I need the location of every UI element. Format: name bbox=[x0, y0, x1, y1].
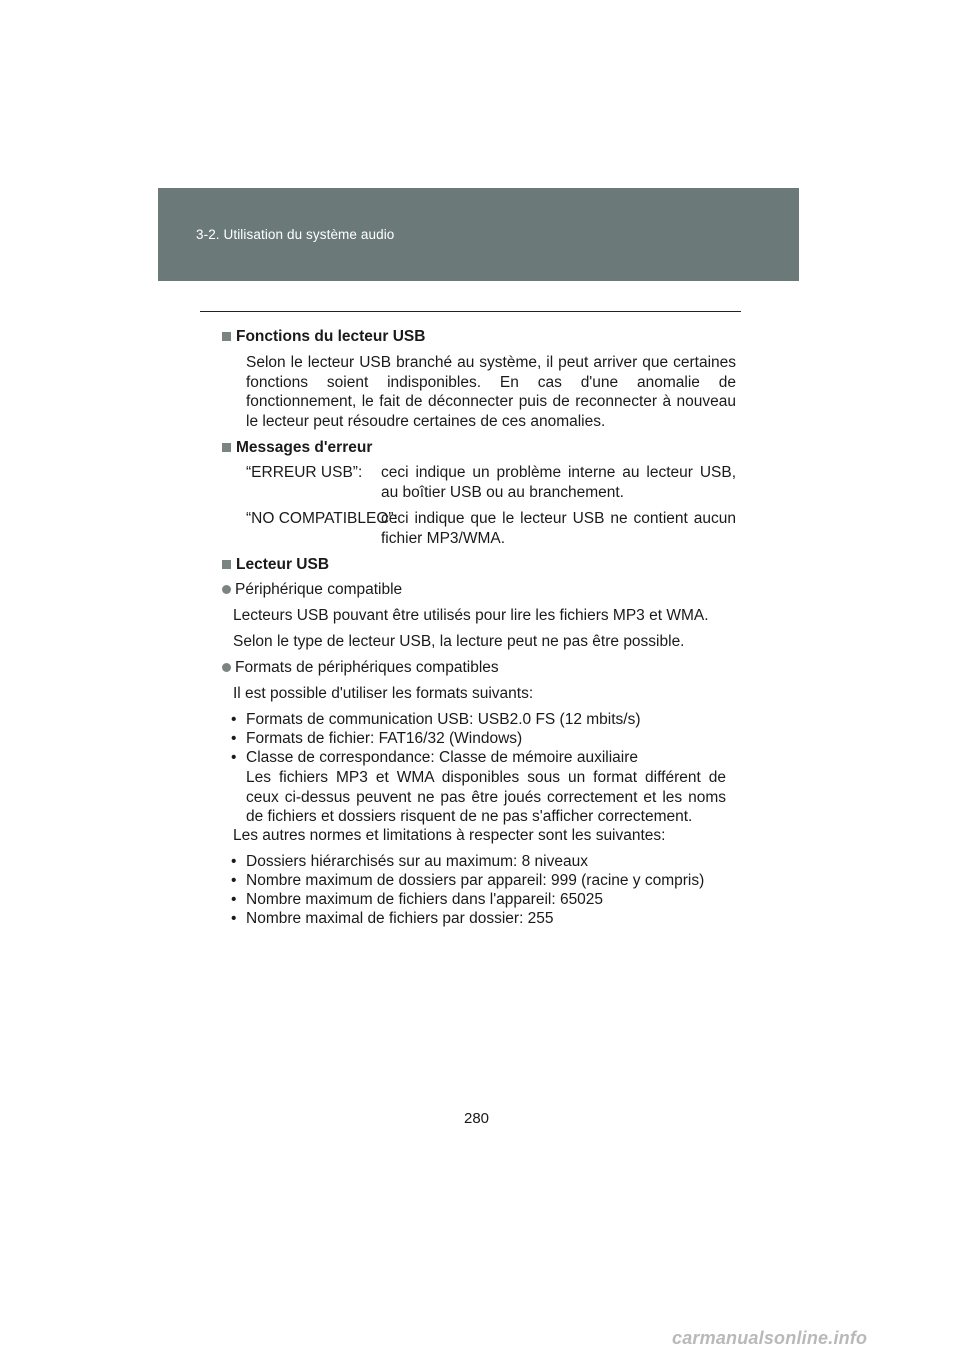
error-term-1: “ERREUR USB”: bbox=[246, 464, 363, 481]
round-bullet-icon bbox=[222, 585, 231, 594]
section-heading-usb-reader: Lecteur USB bbox=[222, 555, 329, 575]
subsection-compatible-device: Périphérique compatible bbox=[222, 580, 402, 600]
chapter-header-band bbox=[158, 188, 799, 281]
formats-intro: Il est possible d'utiliser les formats suivants: bbox=[233, 685, 534, 702]
limits-intro: Les autres normes et limitations à respecter sont les suivantes: bbox=[233, 827, 666, 844]
compatible-device-line-2: Selon le type de lecteur USB, la lecture peut ne pas être possible. bbox=[233, 633, 685, 650]
section-divider bbox=[200, 311, 741, 312]
section-heading-error-messages: Messages d'erreur bbox=[222, 438, 372, 458]
compatible-device-line-1: Lecteurs USB pouvant être utilisés pour lire les fichiers MP3 et WMA. bbox=[233, 607, 709, 624]
usb-functions-paragraph: Selon le lecteur USB branché au système, il peut arriver que certaines fonctions soient indisponibles. En cas d'une anomalie de fonctionnement, le fait de déconnecter puis de reconnecter à nouveau le lecteur peut résoudre certaines de ces anomalies. bbox=[246, 354, 736, 430]
square-bullet-icon bbox=[222, 560, 231, 569]
error-term-2: “NO COMPATIBLEO”: bbox=[246, 510, 398, 527]
subsection-compatible-formats: Formats de périphériques compatibles bbox=[222, 658, 499, 678]
square-bullet-icon bbox=[222, 332, 231, 341]
error-desc-2: ceci indique que le lecteur USB ne contient aucun fichier MP3/WMA. bbox=[381, 510, 736, 547]
watermark: carmanualsonline.info bbox=[672, 1328, 868, 1348]
page-number: 280 bbox=[464, 1110, 490, 1127]
error-desc-1: ceci indique un problème interne au lecteur USB, au boîtier USB ou au branchement. bbox=[381, 464, 736, 501]
formats-note: Les fichiers MP3 et WMA disponibles sous un format différent de ceux ci-dessus peuvent ne pas être joués correctement et les noms de fichiers et dossiers risquent de ne pas s'afficher correctement. bbox=[246, 769, 726, 825]
square-bullet-icon bbox=[222, 443, 231, 452]
chapter-title: 3-2. Utilisation du système audio bbox=[196, 227, 395, 242]
section-heading-usb-functions: Fonctions du lecteur USB bbox=[222, 327, 425, 347]
round-bullet-icon bbox=[222, 663, 231, 672]
